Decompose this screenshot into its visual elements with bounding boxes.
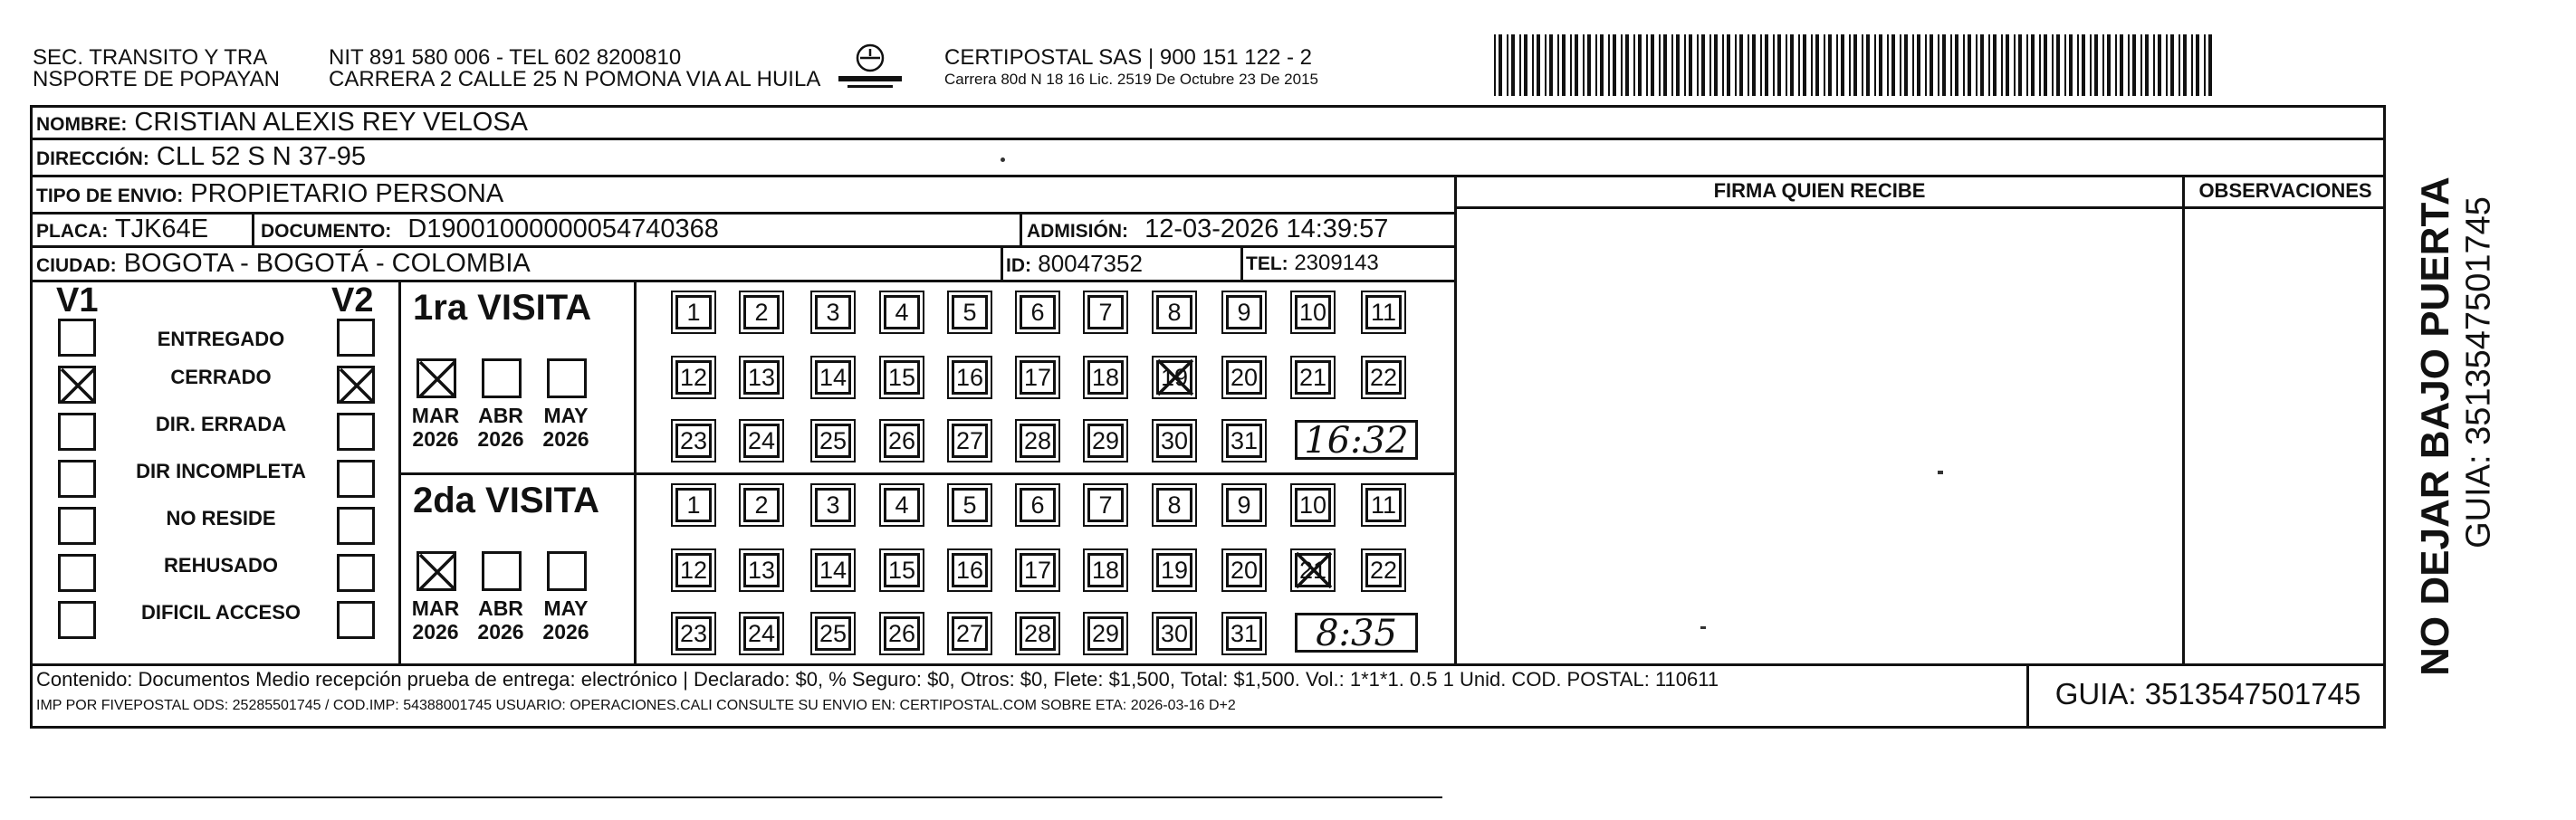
sender-line-2: NSPORTE DE POPAYAN	[33, 67, 280, 91]
nombre-value: CRISTIAN ALEXIS REY VELOSA	[134, 108, 529, 137]
day-box[interactable]: 22	[1365, 553, 1402, 587]
month-checkbox[interactable]	[547, 358, 587, 398]
v2-checkbox[interactable]	[337, 507, 375, 545]
tel-value: 2309143	[1294, 251, 1379, 275]
day-box[interactable]: 23	[675, 424, 712, 458]
day-box[interactable]: 16	[952, 553, 988, 587]
month-year: 2026	[542, 427, 589, 451]
direccion-field	[36, 141, 366, 175]
status-label: CERRADO	[170, 366, 272, 388]
documento-label: DOCUMENTO:	[261, 221, 392, 242]
status-label: DIR INCOMPLETA	[136, 460, 306, 482]
placa-label: PLACA:	[36, 221, 109, 242]
day-box[interactable]: 14	[815, 553, 851, 587]
tel-field	[1246, 248, 1379, 280]
side-notice: NO DEJAR BAJO PUERTA	[2413, 176, 2457, 676]
day-box[interactable]: 30	[1156, 424, 1192, 458]
ink-dot	[1938, 471, 1943, 474]
month-year: 2026	[477, 427, 524, 451]
v2-checkbox[interactable]	[337, 319, 375, 357]
month-label	[404, 404, 467, 451]
day-box[interactable]: 12	[675, 553, 712, 587]
day-box[interactable]: 31	[1226, 616, 1262, 651]
id-value: 80047352	[1038, 250, 1143, 277]
month-name: ABR	[478, 404, 523, 427]
nombre-field	[36, 107, 528, 140]
day-box[interactable]: 7	[1087, 488, 1124, 522]
month-name: MAY	[543, 596, 589, 620]
id-label: ID:	[1006, 255, 1031, 276]
day-box[interactable]: 9	[1226, 295, 1262, 329]
day-box[interactable]: 4	[884, 488, 920, 522]
v1-checkbox[interactable]	[58, 554, 96, 592]
footer-guia: GUIA: 3513547501745	[2054, 677, 2361, 710]
day-box[interactable]: 6	[1020, 295, 1056, 329]
day-box[interactable]: 20	[1226, 360, 1262, 395]
day-box[interactable]: 24	[743, 616, 780, 651]
month-label	[469, 596, 532, 644]
month-checkbox[interactable]	[482, 551, 522, 591]
status-label: REHUSADO	[164, 554, 278, 577]
day-box[interactable]: 25	[815, 424, 851, 458]
day-box[interactable]: 13	[743, 553, 780, 587]
v1-checkbox[interactable]	[58, 460, 96, 498]
day-box[interactable]: 27	[952, 616, 988, 651]
day-box[interactable]: 20	[1226, 553, 1262, 587]
month-year: 2026	[477, 620, 524, 644]
v2-checkbox[interactable]	[337, 554, 375, 592]
month-checkbox[interactable]	[417, 358, 456, 398]
day-box[interactable]: 28	[1020, 424, 1056, 458]
day-box[interactable]: 24	[743, 424, 780, 458]
documento-value: D19001000000054740368	[407, 215, 719, 243]
ink-dot	[1700, 626, 1706, 629]
nit-line-2: CARRERA 2 CALLE 25 N POMONA VIA AL HUILA	[329, 67, 821, 91]
ciudad-label: CIUDAD:	[36, 255, 117, 276]
day-box[interactable]: 5	[952, 295, 988, 329]
logo-icon	[833, 40, 907, 94]
tipo-value: PROPIETARIO PERSONA	[190, 179, 504, 208]
status-label: DIR. ERRADA	[155, 413, 287, 435]
day-box[interactable]: 7	[1087, 295, 1124, 329]
day-box[interactable]: 15	[884, 360, 920, 395]
visit-time[interactable]: 16:32	[1295, 420, 1418, 460]
barcode-icon	[1494, 34, 2212, 96]
day-box[interactable]: 17	[1020, 360, 1056, 395]
visit-title: 1ra VISITA	[413, 288, 592, 328]
day-box[interactable]: 12	[675, 360, 712, 395]
id-field	[1006, 248, 1143, 281]
visit-time[interactable]: 8:35	[1295, 613, 1418, 653]
status-label: DIFICIL ACCESO	[140, 601, 301, 624]
v1-checkbox[interactable]	[58, 413, 96, 451]
day-box[interactable]: 26	[884, 424, 920, 458]
signature-area[interactable]	[1457, 209, 2182, 663]
day-box[interactable]: 8	[1156, 295, 1192, 329]
day-box[interactable]: 17	[1020, 553, 1056, 587]
month-checkbox[interactable]	[417, 551, 456, 591]
day-box[interactable]: 11	[1365, 488, 1402, 522]
day-box[interactable]: 4	[884, 295, 920, 329]
v2-checkbox[interactable]	[337, 366, 375, 404]
nit-line-1: NIT 891 580 006 - TEL 602 8200810	[329, 45, 682, 70]
v1-checkbox[interactable]	[58, 366, 96, 404]
admision-field	[1027, 214, 1388, 247]
day-box[interactable]: 27	[952, 424, 988, 458]
admision-label: ADMISIÓN:	[1027, 221, 1128, 242]
carrier-line-2: Carrera 80d N 18 16 Lic. 2519 De Octubre 23 De 2015	[944, 71, 1318, 88]
direccion-value: CLL 52 S N 37-95	[156, 142, 366, 171]
v2-header: V2	[331, 281, 374, 319]
day-box[interactable]: 6	[1020, 488, 1056, 522]
month-year: 2026	[542, 620, 589, 644]
ciudad-field	[36, 248, 531, 281]
day-box[interactable]: 8	[1156, 488, 1192, 522]
sender-line-1: SEC. TRANSITO Y TRA	[33, 45, 268, 70]
direccion-label: DIRECCIÓN:	[36, 148, 149, 169]
day-box[interactable]: 25	[815, 616, 851, 651]
day-box[interactable]: 14	[815, 360, 851, 395]
v1-checkbox[interactable]	[58, 319, 96, 357]
tel-label: TEL:	[1246, 253, 1288, 274]
day-box[interactable]: 18	[1087, 553, 1124, 587]
month-label	[534, 596, 598, 644]
day-box[interactable]: 2	[743, 488, 780, 522]
month-checkbox[interactable]	[547, 551, 587, 591]
month-name: MAR	[411, 404, 460, 427]
day-box[interactable]: 10	[1295, 488, 1331, 522]
footer-line-1: Contenido: Documentos Medio recepción prueba de entrega: electrónico | Declarado: $0, % Seguro: $0, Otros: $0, Flete: $1,500, Total: $1,500. Vol.: 1*1*1. 0.5 1 Unid. COD. POSTAL: 110611	[36, 668, 1719, 691]
firma-header: FIRMA QUIEN RECIBE	[1713, 179, 1926, 202]
day-box[interactable]: 30	[1156, 616, 1192, 651]
tipo-label: TIPO DE ENVIO:	[36, 186, 184, 206]
day-box[interactable]: 5	[952, 488, 988, 522]
day-box[interactable]: 21	[1295, 553, 1331, 587]
month-name: MAR	[411, 596, 460, 620]
footer-line-2: IMP POR FIVEPOSTAL ODS: 25285501745 / COD.IMP: 54388001745 USUARIO: OPERACIONES.CALI CONSULTE SU ENVIO EN: CERTIPOSTAL.COM SOBRE ETA: 2026-03-16 D+2	[36, 698, 1236, 713]
day-box[interactable]: 10	[1295, 295, 1331, 329]
day-box[interactable]: 1	[675, 488, 712, 522]
v1-checkbox[interactable]	[58, 507, 96, 545]
admision-value: 12-03-2026 14:39:57	[1144, 215, 1389, 243]
v2-checkbox[interactable]	[337, 601, 375, 639]
day-box[interactable]: 16	[952, 360, 988, 395]
day-box[interactable]: 9	[1226, 488, 1262, 522]
ciudad-value: BOGOTA - BOGOTÁ - COLOMBIA	[123, 249, 531, 278]
v1-checkbox[interactable]	[58, 601, 96, 639]
v1-header: V1	[56, 281, 99, 319]
carrier-line-1: CERTIPOSTAL SAS | 900 151 122 - 2	[944, 45, 1312, 70]
day-box[interactable]: 29	[1087, 424, 1124, 458]
month-checkbox[interactable]	[482, 358, 522, 398]
month-label	[534, 404, 598, 451]
v2-checkbox[interactable]	[337, 460, 375, 498]
month-label	[404, 596, 467, 644]
placa-value: TJK64E	[114, 215, 209, 243]
month-name: ABR	[478, 596, 523, 620]
ink-dot	[1001, 157, 1005, 162]
status-label: NO RESIDE	[166, 507, 276, 529]
nombre-label: NOMBRE:	[36, 114, 128, 135]
observaciones-area[interactable]	[2185, 209, 2386, 663]
day-box[interactable]: 19	[1156, 360, 1192, 395]
month-year: 2026	[412, 427, 459, 451]
status-label: ENTREGADO	[157, 328, 285, 350]
day-box[interactable]: 18	[1087, 360, 1124, 395]
placa-field	[36, 214, 208, 247]
side-guia: GUIA: 3513547501745	[2459, 196, 2498, 548]
day-box[interactable]: 13	[743, 360, 780, 395]
day-box[interactable]: 31	[1226, 424, 1262, 458]
day-box[interactable]: 19	[1156, 553, 1192, 587]
day-box[interactable]: 29	[1087, 616, 1124, 651]
day-box[interactable]: 26	[884, 616, 920, 651]
documento-field	[261, 214, 719, 247]
day-box[interactable]: 28	[1020, 616, 1056, 651]
cut-line	[30, 796, 1442, 798]
day-box[interactable]: 21	[1295, 360, 1331, 395]
tipo-field	[36, 178, 503, 212]
day-box[interactable]: 11	[1365, 295, 1402, 329]
visit-title: 2da VISITA	[413, 481, 599, 520]
month-year: 2026	[412, 620, 459, 644]
day-box[interactable]: 1	[675, 295, 712, 329]
observaciones-header: OBSERVACIONES	[2198, 179, 2372, 202]
day-box[interactable]: 22	[1365, 360, 1402, 395]
month-label	[469, 404, 532, 451]
month-name: MAY	[543, 404, 589, 427]
v2-checkbox[interactable]	[337, 413, 375, 451]
day-box[interactable]: 23	[675, 616, 712, 651]
day-box[interactable]: 2	[743, 295, 780, 329]
day-box[interactable]: 3	[815, 488, 851, 522]
day-box[interactable]: 15	[884, 553, 920, 587]
day-box[interactable]: 3	[815, 295, 851, 329]
